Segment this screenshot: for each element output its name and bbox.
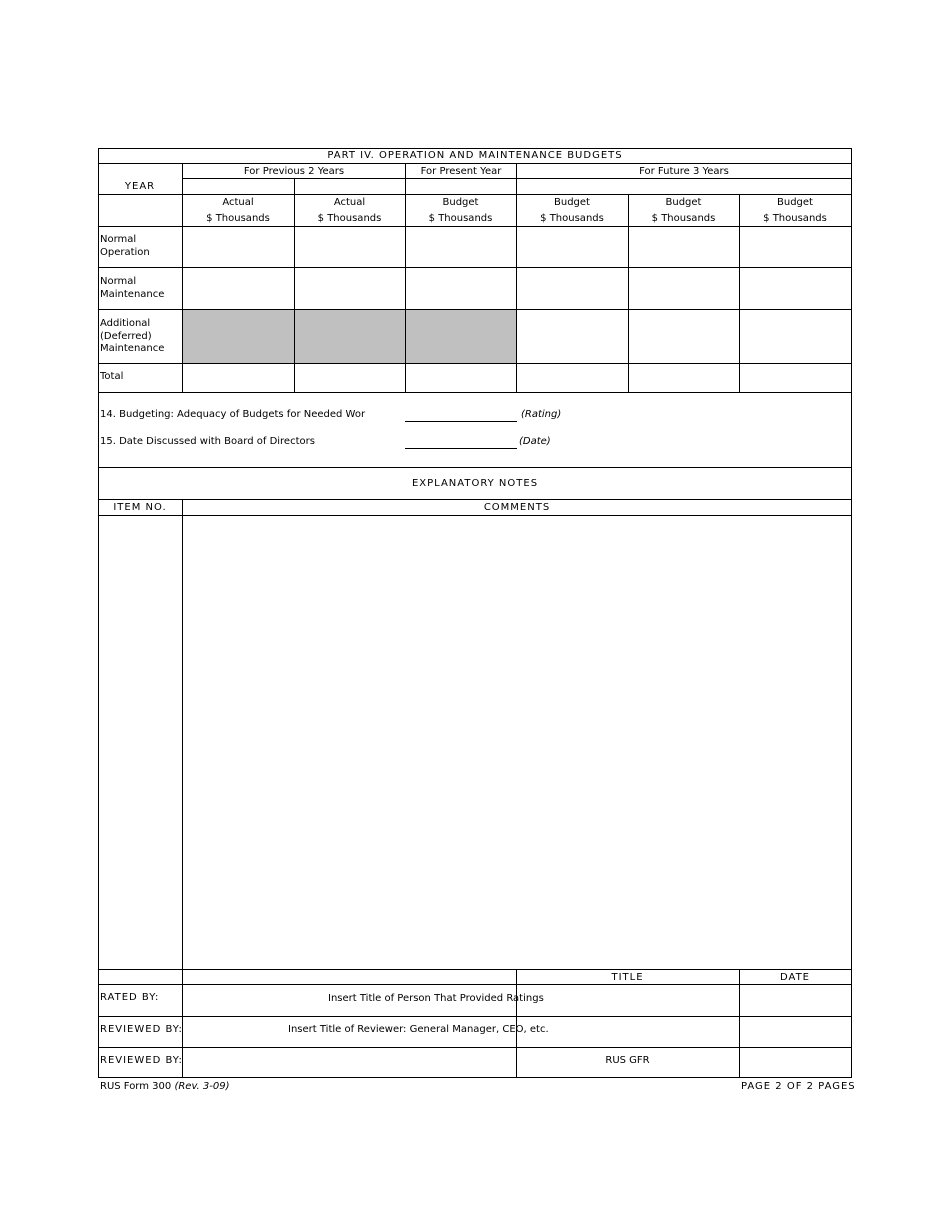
part-title: PART IV. OPERATION AND MAINTENANCE BUDGETS: [327, 150, 623, 161]
form-number: [100, 1081, 230, 1093]
rule-title: [98, 163, 852, 164]
row-total: Total: [100, 371, 124, 382]
comments-header: COMMENTS: [483, 502, 551, 513]
item-14-line[interactable]: [405, 421, 517, 422]
reviewed-by-1-label: REVIEWED BY:: [100, 1024, 183, 1035]
col-2-unit: $ Thousands: [317, 213, 382, 224]
col-6-type: Budget: [777, 197, 813, 208]
rule-notes-top: [98, 467, 852, 468]
col-5-unit: $ Thousands: [651, 213, 716, 224]
reviewed-by-1-title: Insert Title of Reviewer: General Manager, CEO, etc.: [288, 1024, 549, 1035]
table-right-border: [851, 148, 852, 1078]
rated-by-title: Insert Title of Person That Provided Ratings: [328, 993, 544, 1004]
comments-area[interactable]: [183, 516, 851, 969]
row-additional-maintenance: Additional (Deferred) Maintenance: [100, 318, 165, 354]
form-revision: (Rev. 3-09): [174, 1081, 230, 1092]
col-5-type: Budget: [665, 197, 702, 208]
rule-top: [98, 148, 852, 149]
row-normal-maintenance: Normal Maintenance: [100, 276, 165, 300]
group-previous: For Previous 2 Years: [243, 166, 345, 177]
rule-bottom: [98, 1077, 852, 1078]
row-normal-operation: Normal Operation: [100, 234, 150, 258]
group-present: For Present Year: [420, 166, 502, 177]
item-15-label: 15. Date Discussed with Board of Directors: [100, 436, 315, 447]
shaded-cells: [183, 310, 517, 363]
reviewed-by-2-label: REVIEWED BY:: [100, 1055, 183, 1066]
item-14-hint: (Rating): [521, 409, 562, 420]
item-15-line[interactable]: [405, 448, 517, 449]
date-header: DATE: [779, 972, 810, 983]
rule-notes-title: [98, 499, 852, 500]
item-no-header: ITEM NO.: [113, 502, 167, 513]
item-14-label: 14. Budgeting: Adequacy of Budgets for Needed Wor: [100, 409, 366, 420]
rated-by-label: RATED BY:: [100, 992, 160, 1003]
rule-sig-header: [98, 984, 852, 985]
col-4-unit: $ Thousands: [540, 213, 604, 224]
col-1-type: Actual: [222, 197, 254, 208]
title-header: TITLE: [611, 972, 644, 983]
sig-col-date: [739, 969, 740, 1078]
item-15-hint: (Date): [519, 436, 551, 447]
year-label: YEAR: [124, 181, 156, 192]
rule-sig-2: [98, 1047, 852, 1048]
rule-total: [98, 392, 852, 393]
item-no-area[interactable]: [99, 516, 182, 969]
rule-sig-1: [98, 1016, 852, 1017]
col-1-unit: $ Thousands: [206, 213, 270, 224]
rule-groups: [182, 178, 852, 179]
col-line-2: [294, 178, 295, 392]
col-2-type: Actual: [333, 197, 366, 208]
form-name: RUS Form 300: [100, 1081, 172, 1092]
group-future: For Future 3 Years: [639, 166, 729, 177]
col-6-unit: $ Thousands: [763, 213, 827, 224]
reviewed-by-2-title: RUS GFR: [605, 1055, 650, 1066]
notes-title: EXPLANATORY NOTES: [411, 478, 539, 489]
col-4-type: Budget: [554, 197, 590, 208]
col-3-type: Budget: [442, 197, 479, 208]
col-3-unit: $ Thousands: [428, 213, 493, 224]
page-number: PAGE 2 OF 2 PAGES: [741, 1081, 856, 1092]
